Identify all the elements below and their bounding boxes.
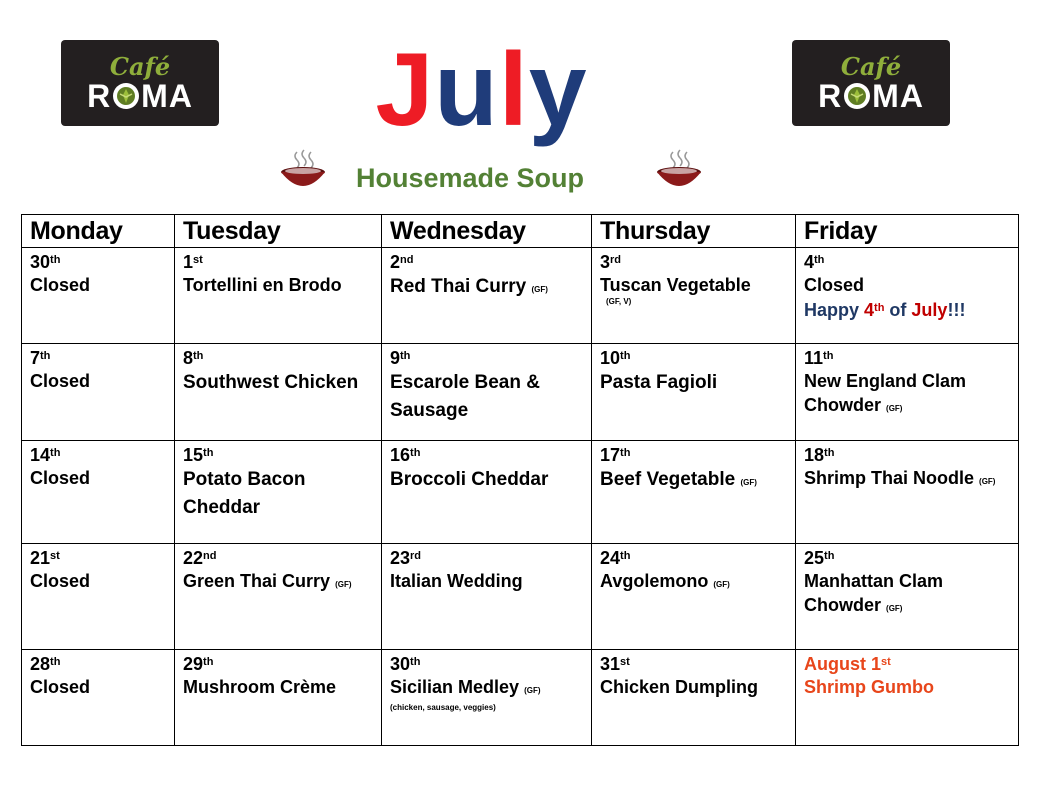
day-suffix: th xyxy=(50,447,61,459)
logo-roma-r: R xyxy=(818,78,843,114)
day-value: 29 xyxy=(183,654,204,674)
soup-text: Italian Wedding xyxy=(390,571,523,591)
soup-name xyxy=(390,369,583,425)
calendar-cell xyxy=(175,344,382,441)
calendar-cell xyxy=(382,441,592,544)
diet-tag: (GF) xyxy=(713,580,730,589)
page-title xyxy=(0,30,963,150)
closed-label xyxy=(30,569,166,593)
soup-text: Green Thai Curry xyxy=(183,571,331,591)
col-monday: Monday xyxy=(22,215,175,248)
day-number xyxy=(600,347,787,369)
day-number xyxy=(804,547,1010,569)
day-suffix: th xyxy=(410,447,421,459)
closed-label xyxy=(804,273,1010,297)
holiday-part: !!! xyxy=(947,300,966,320)
day-suffix: th xyxy=(203,656,214,668)
day-suffix: th xyxy=(823,350,834,362)
soup-name xyxy=(804,569,1010,621)
day-value: 16 xyxy=(390,445,411,465)
day-suffix: th xyxy=(824,447,835,459)
day-value: 14 xyxy=(30,445,51,465)
soup-name xyxy=(183,273,373,297)
soup-text: Pasta Fagioli xyxy=(600,372,718,393)
day-number xyxy=(183,251,373,273)
day-value: 18 xyxy=(804,445,825,465)
soup-text: Shrimp Thai Noodle xyxy=(804,468,975,488)
holiday-part: 4 xyxy=(864,300,875,320)
soup-name xyxy=(804,466,1010,494)
day-value: 23 xyxy=(390,548,411,568)
diet-tag: (GF) xyxy=(886,604,903,613)
day-number xyxy=(30,251,166,273)
diet-tag: (GF) xyxy=(531,285,548,294)
calendar-cell xyxy=(175,544,382,650)
day-suffix: th xyxy=(40,350,51,362)
day-number xyxy=(600,547,787,569)
calendar-cell xyxy=(592,650,796,746)
soup-text: Closed xyxy=(30,677,91,697)
soup-name xyxy=(600,569,787,597)
calendar-cell xyxy=(175,650,382,746)
soup-text: Southwest Chicken xyxy=(183,372,359,393)
day-number xyxy=(30,547,166,569)
soup-name xyxy=(804,675,1010,699)
soup-text: Tortellini en Brodo xyxy=(183,275,342,295)
day-value: 8 xyxy=(183,348,194,368)
day-suffix: st xyxy=(881,656,891,668)
title-letter: J xyxy=(375,32,435,148)
day-value: 11 xyxy=(804,348,824,368)
holiday-message xyxy=(804,297,1010,323)
soup-text: Manhattan Clam Chowder xyxy=(804,571,944,615)
soup-bowl-icon xyxy=(279,148,327,192)
day-value: 25 xyxy=(804,548,825,568)
day-value: 3 xyxy=(600,252,611,272)
day-value: 10 xyxy=(600,348,621,368)
col-tuesday: Tuesday xyxy=(175,215,382,248)
calendar-cell xyxy=(22,344,175,441)
calendar-cell xyxy=(796,650,1019,746)
closed-label xyxy=(30,369,166,393)
day-suffix: th xyxy=(50,656,61,668)
logo-roma-ma: MA xyxy=(872,78,924,114)
soup-note: (GF, V) xyxy=(606,297,632,306)
col-thursday: Thursday xyxy=(592,215,796,248)
soup-text: Red Thai Curry xyxy=(390,276,527,297)
soup-text: Tuscan Vegetable xyxy=(600,275,751,295)
title-letter: y xyxy=(528,32,588,148)
diet-tag: (GF) xyxy=(524,686,541,695)
day-value: 17 xyxy=(600,445,621,465)
soup-name xyxy=(183,675,373,699)
day-suffix: st xyxy=(50,550,60,562)
closed-label xyxy=(30,675,166,699)
soup-text: Closed xyxy=(30,275,91,295)
day-suffix: th xyxy=(620,350,631,362)
soup-text: Closed xyxy=(804,275,865,295)
day-suffix: th xyxy=(620,550,631,562)
closed-label xyxy=(30,466,166,490)
day-value: 2 xyxy=(390,252,401,272)
day-suffix: th xyxy=(193,350,204,362)
day-number xyxy=(600,444,787,466)
day-suffix: th xyxy=(50,254,61,266)
soup-text: Potato Bacon Cheddar xyxy=(183,469,306,518)
col-friday: Friday xyxy=(796,215,1019,248)
calendar-cell xyxy=(382,650,592,746)
day-number xyxy=(183,347,373,369)
day-number xyxy=(390,653,583,675)
diet-tag: (GF) xyxy=(335,580,352,589)
day-number xyxy=(183,547,373,569)
day-number xyxy=(804,653,1010,675)
day-suffix: nd xyxy=(400,254,414,266)
soup-text: Closed xyxy=(30,571,91,591)
soup-text: Shrimp Gumbo xyxy=(804,677,934,697)
title-letter: l xyxy=(498,32,529,148)
soup-bowl-icon xyxy=(655,148,703,192)
table-row xyxy=(22,650,1019,746)
day-value: 15 xyxy=(183,445,204,465)
subtitle: Housemade Soup xyxy=(356,163,585,193)
day-suffix: th xyxy=(620,447,631,459)
soup-name xyxy=(804,369,1010,421)
day-number xyxy=(804,251,1010,273)
day-number xyxy=(30,653,166,675)
day-value: 31 xyxy=(600,654,621,674)
day-value: 4 xyxy=(804,252,815,272)
day-value: 22 xyxy=(183,548,204,568)
calendar-cell xyxy=(175,248,382,344)
logo-roma-ma: MA xyxy=(141,78,193,114)
table-row xyxy=(22,344,1019,441)
closed-label xyxy=(30,273,166,297)
day-number xyxy=(600,653,787,675)
day-value: 7 xyxy=(30,348,41,368)
day-suffix: th xyxy=(814,254,825,266)
soup-name xyxy=(600,466,787,497)
soup-name xyxy=(390,466,583,494)
col-wednesday: Wednesday xyxy=(382,215,592,248)
holiday-part: July xyxy=(911,300,948,320)
calendar-cell xyxy=(796,441,1019,544)
day-value: 24 xyxy=(600,548,621,568)
calendar-cell xyxy=(22,248,175,344)
diet-tag: (GF) xyxy=(740,478,757,487)
diet-tag: (GF) xyxy=(886,404,903,413)
title-letter: u xyxy=(434,32,499,148)
day-number xyxy=(30,347,166,369)
logo-cafe-text: Café xyxy=(109,52,171,81)
day-suffix: st xyxy=(620,656,630,668)
soup-text: New England Clam Chowder xyxy=(804,371,967,415)
calendar-cell xyxy=(382,248,592,344)
header-row xyxy=(22,215,1019,248)
calendar-cell xyxy=(592,544,796,650)
soup-name xyxy=(183,466,373,522)
calendar-cell xyxy=(796,248,1019,344)
day-suffix: st xyxy=(193,254,203,266)
soup-text: Broccoli Cheddar xyxy=(390,469,549,490)
day-suffix: th xyxy=(410,656,421,668)
holiday-part: th xyxy=(874,302,885,314)
calendar-cell xyxy=(22,544,175,650)
logo-cafe-text: Café xyxy=(840,52,902,81)
day-number xyxy=(390,251,583,273)
soup-name xyxy=(600,675,787,699)
calendar-cell xyxy=(22,441,175,544)
holiday-part: Happy xyxy=(804,300,865,320)
soup-name xyxy=(183,569,373,597)
soup-name xyxy=(390,273,583,304)
soup-calendar xyxy=(21,214,1019,746)
calendar-cell xyxy=(592,248,796,344)
day-number xyxy=(804,347,1010,369)
day-number xyxy=(183,444,373,466)
day-number xyxy=(390,347,583,369)
table-row xyxy=(22,441,1019,544)
day-value: August 1 xyxy=(804,654,882,674)
soup-name xyxy=(390,675,583,703)
day-value: 30 xyxy=(30,252,51,272)
logo-roma-r: R xyxy=(87,78,112,114)
soup-note: (chicken, sausage, veggies) xyxy=(390,703,496,712)
day-suffix: nd xyxy=(203,550,217,562)
calendar-cell xyxy=(175,441,382,544)
day-suffix: th xyxy=(203,447,214,459)
soup-name xyxy=(390,569,583,593)
calendar-cell xyxy=(382,544,592,650)
day-value: 1 xyxy=(183,252,194,272)
calendar-cell xyxy=(592,344,796,441)
day-value: 30 xyxy=(390,654,411,674)
soup-name xyxy=(600,273,787,297)
calendar-cell xyxy=(22,650,175,746)
calendar-cell xyxy=(796,544,1019,650)
day-number xyxy=(390,547,583,569)
diet-tag: (GF) xyxy=(979,477,996,486)
day-suffix: th xyxy=(400,350,411,362)
soup-text: Avgolemono xyxy=(600,571,709,591)
day-number xyxy=(600,251,787,273)
soup-text: Closed xyxy=(30,371,91,391)
day-suffix: th xyxy=(824,550,835,562)
day-value: 21 xyxy=(30,548,51,568)
soup-name xyxy=(600,369,787,397)
calendar-cell xyxy=(382,344,592,441)
day-value: 9 xyxy=(390,348,401,368)
day-value: 28 xyxy=(30,654,51,674)
soup-text: Closed xyxy=(30,468,91,488)
calendar-cell xyxy=(592,441,796,544)
day-number xyxy=(183,653,373,675)
table-row xyxy=(22,544,1019,650)
day-suffix: rd xyxy=(410,550,422,562)
table-row xyxy=(22,248,1019,344)
day-number xyxy=(30,444,166,466)
soup-text: Escarole Bean & Sausage xyxy=(390,372,540,421)
soup-text: Mushroom Crème xyxy=(183,677,337,697)
holiday-part: of xyxy=(884,300,912,320)
day-number xyxy=(390,444,583,466)
day-suffix: rd xyxy=(610,254,622,266)
soup-text: Beef Vegetable xyxy=(600,469,736,490)
day-number xyxy=(804,444,1010,466)
calendar-cell xyxy=(796,344,1019,441)
soup-text: Sicilian Medley xyxy=(390,677,520,697)
soup-name xyxy=(183,369,373,397)
soup-text: Chicken Dumpling xyxy=(600,677,759,697)
